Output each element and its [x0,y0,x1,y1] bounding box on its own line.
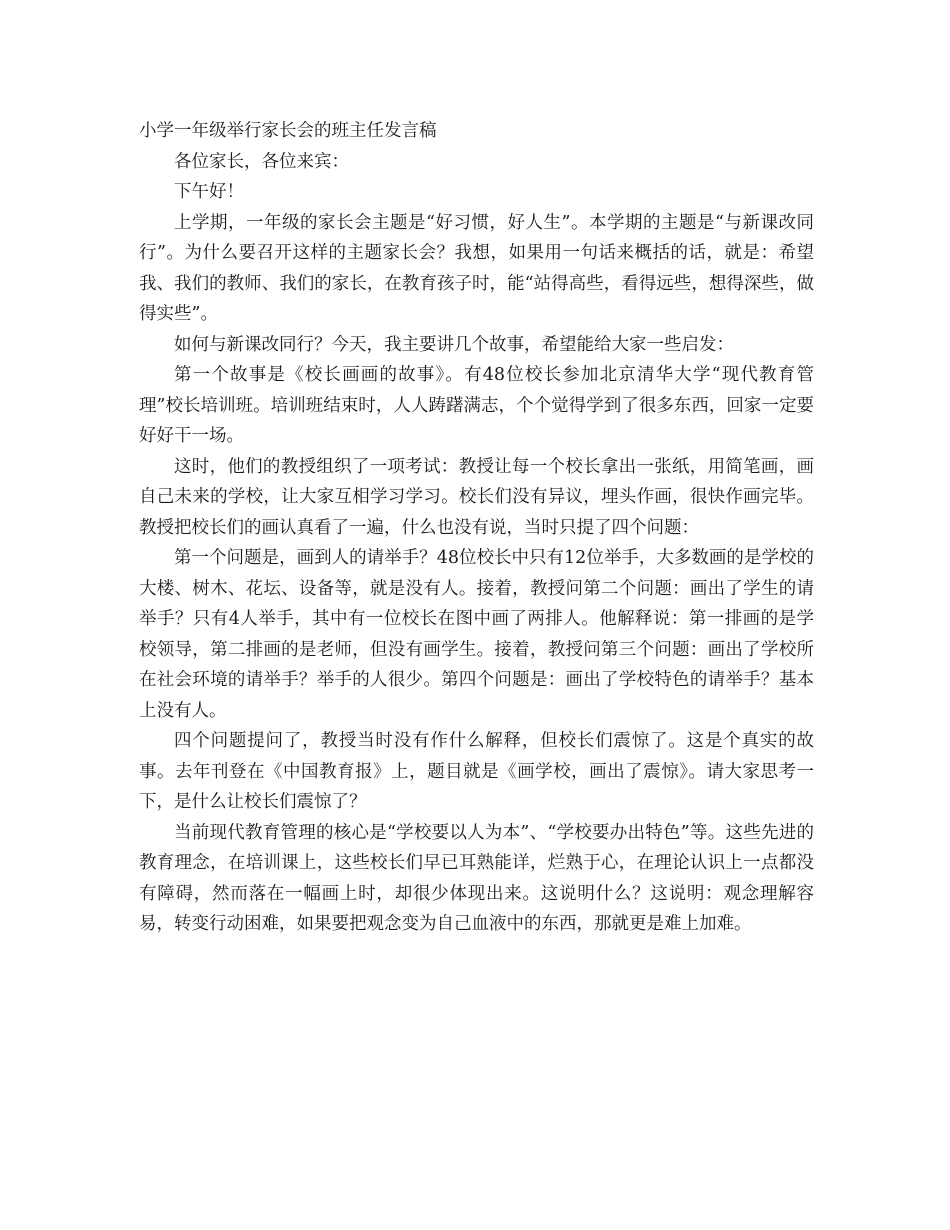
paragraph-shock: 四个问题提问了，教授当时没有作什么解释，但校长们震惊了。这是个真实的故事。去年刊登在《中国教育报》上，题目就是《画学校，画出了震惊》。请大家思考一下，是什么让校长们震惊了？ [139,731,814,812]
document-body [139,116,814,940]
paragraph-greeting: 各位家长，各位来宾： [174,151,349,172]
document-title: 小学一年级举行家长会的班主任发言稿 [139,121,437,141]
paragraph-questions: 第一个问题是，画到人的请举手？48位校长中只有12位举手，大多数画的是学校的大楼、树木、花坛、设备等，就是没有人。接着，教授问第二个问题：画出了学生的请举手？只有4人举手，其中有一位校长在图中画了两排人。他解释说：第一排画的是学校领导，第二排画的是老师，但没有画学生。接着，教授问第三个问题：画出了学校所在社会环境的请举手？举手的人很少。第四个问题是：画出了学校特色的请举手？基本上没有人。 [139,548,814,721]
paragraph-intro: 如何与新课改同行？今天，我主要讲几个故事，希望能给大家一些启发： [174,334,734,355]
paragraph-core-ideas: 当前现代教育管理的核心是“学校要以人为本”、“学校要办出特色”等。这些先进的教育理念，在培训课上，这些校长们早已耳熟能详，烂熟于心，在理论认识上一点都没有障碍，然而落在一幅画上时，却很少体现出来。这说明什么？这说明：观念理解容易，转变行动困难，如果要把观念变为自己血液中的东西，那就更是难上加难。 [139,822,814,934]
paragraph-theme: 上学期，一年级的家长会主题是“好习惯，好人生”。本学期的主题是“与新课改同行”。为什么要召开这样的主题家长会？我想，如果用一句话来概括的话，就是：希望我、我们的教师、我们的家长，在教育孩子时，能“站得高些，看得远些，想得深些，做得实些”。 [139,212,814,324]
paragraph-exam: 这时，他们的教授组织了一项考试：教授让每一个校长拿出一张纸，用简笔画，画自己未来的学校，让大家互相学习学习。校长们没有异议，埋头作画，很快作画完毕。教授把校长们的画认真看了一遍，什么也没有说，当时只提了四个问题： [139,456,814,538]
paragraph-salutation: 下午好！ [174,182,244,202]
paragraph-story-one: 第一个故事是《校长画画的故事》。有48位校长参加北京清华大学“现代教育管理”校长培训班。培训班结束时，人人踌躇满志，个个觉得学到了很多东西，回家一定要好好干一场。 [139,365,814,446]
